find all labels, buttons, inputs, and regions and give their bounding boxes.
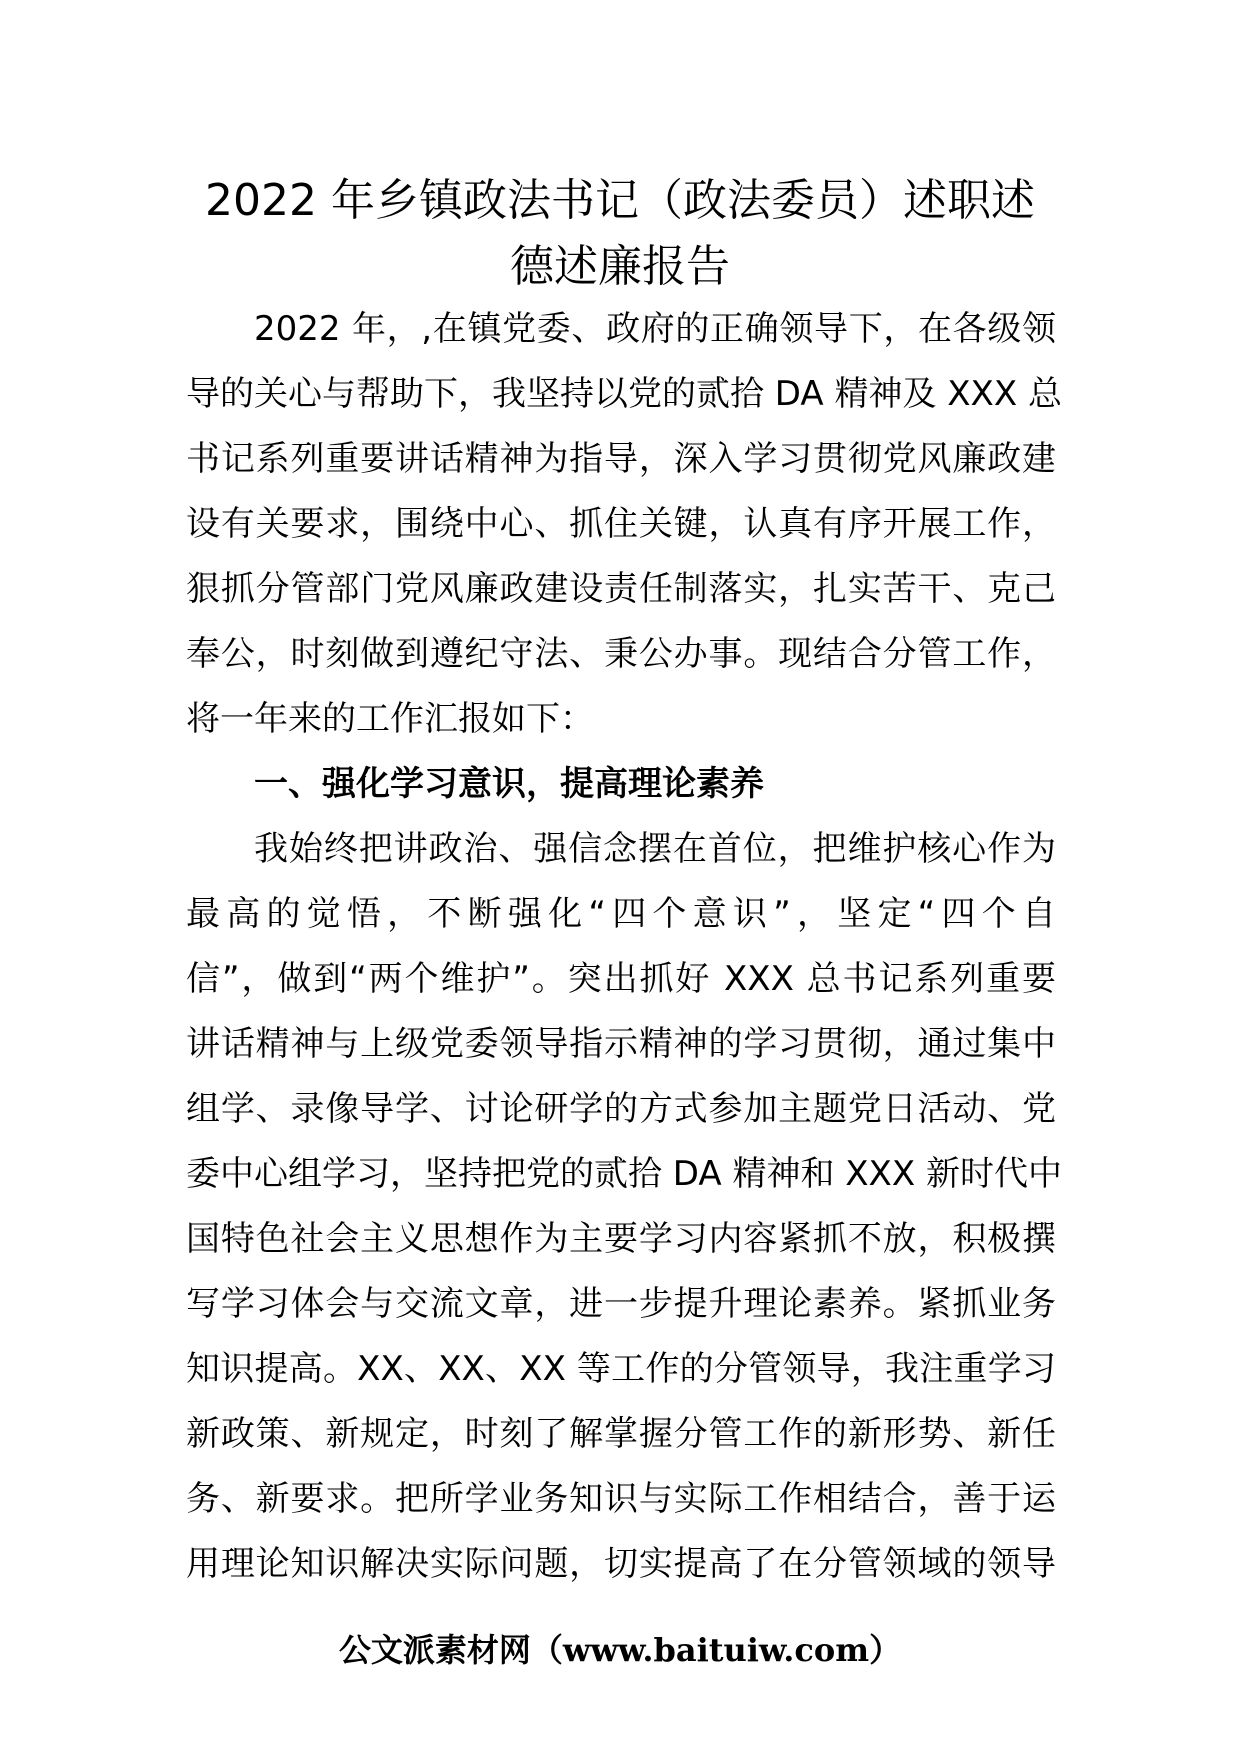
paragraph-line: 信”，做到“两个维护”。突出抓好 XXX 总书记系列重要: [186, 959, 1056, 999]
paragraph-line: 设有关要求，围绕中心、抓住关键，认真有序开展工作，: [186, 504, 1056, 544]
paragraph-line: 将一年来的工作汇报如下：: [186, 699, 594, 739]
section-heading: 一、强化学习意识，提高理论素养: [254, 764, 764, 804]
title-line: 2022 年乡镇政法书记（政法委员）述职述: [205, 175, 1035, 226]
paragraph-line: 务、新要求。把所学业务知识与实际工作相结合，善于运: [186, 1479, 1056, 1519]
title-line: 德述廉报告: [510, 241, 730, 292]
page-footer: 公文派素材网（www.baituiw.com）: [338, 1631, 902, 1669]
document-title: [180, 168, 1060, 300]
paragraph-line: 书记系列重要讲话精神为指导，深入学习贯彻党风廉政建: [186, 439, 1056, 479]
paragraph-line: 知识提高。XX、XX、XX 等工作的分管领导，我注重学习: [186, 1349, 1056, 1389]
paragraph-line: 我始终把讲政治、强信念摆在首位，把维护核心作为: [254, 829, 1056, 869]
paragraph-line: 新政策、新规定，时刻了解掌握分管工作的新形势、新任: [186, 1414, 1056, 1454]
paragraph-line: 委中心组学习，坚持把党的贰拾 DA 精神和 XXX 新时代中: [186, 1154, 1062, 1194]
paragraph-line: 国特色社会主义思想作为主要学习内容紧抓不放，积极撰: [186, 1219, 1056, 1259]
paragraph-line: 讲话精神与上级党委领导指示精神的学习贯彻，通过集中: [186, 1024, 1056, 1064]
paragraph-line: 2022 年，,在镇党委、政府的正确领导下，在各级领: [254, 309, 1056, 349]
paragraph-line: 奉公，时刻做到遵纪守法、秉公办事。现结合分管工作，: [186, 634, 1056, 674]
paragraph-line: 狠抓分管部门党风廉政建设责任制落实，扎实苦干、克己: [186, 569, 1056, 609]
paragraph-line: 写学习体会与交流文章，进一步提升理论素养。紧抓业务: [186, 1284, 1056, 1324]
paragraph-line: 最高的觉悟，不断强化“四个意识”，坚定“四个自: [186, 894, 1056, 934]
paragraph-line: 组学、录像导学、讨论研学的方式参加主题党日活动、党: [186, 1089, 1056, 1129]
document-body: [186, 297, 1062, 1597]
paragraph-line: 用理论知识解决实际问题，切实提高了在分管领域的领导: [186, 1544, 1056, 1584]
paragraph-line: 导的关心与帮助下，我坚持以党的贰拾 DA 精神及 XXX 总: [186, 374, 1062, 414]
